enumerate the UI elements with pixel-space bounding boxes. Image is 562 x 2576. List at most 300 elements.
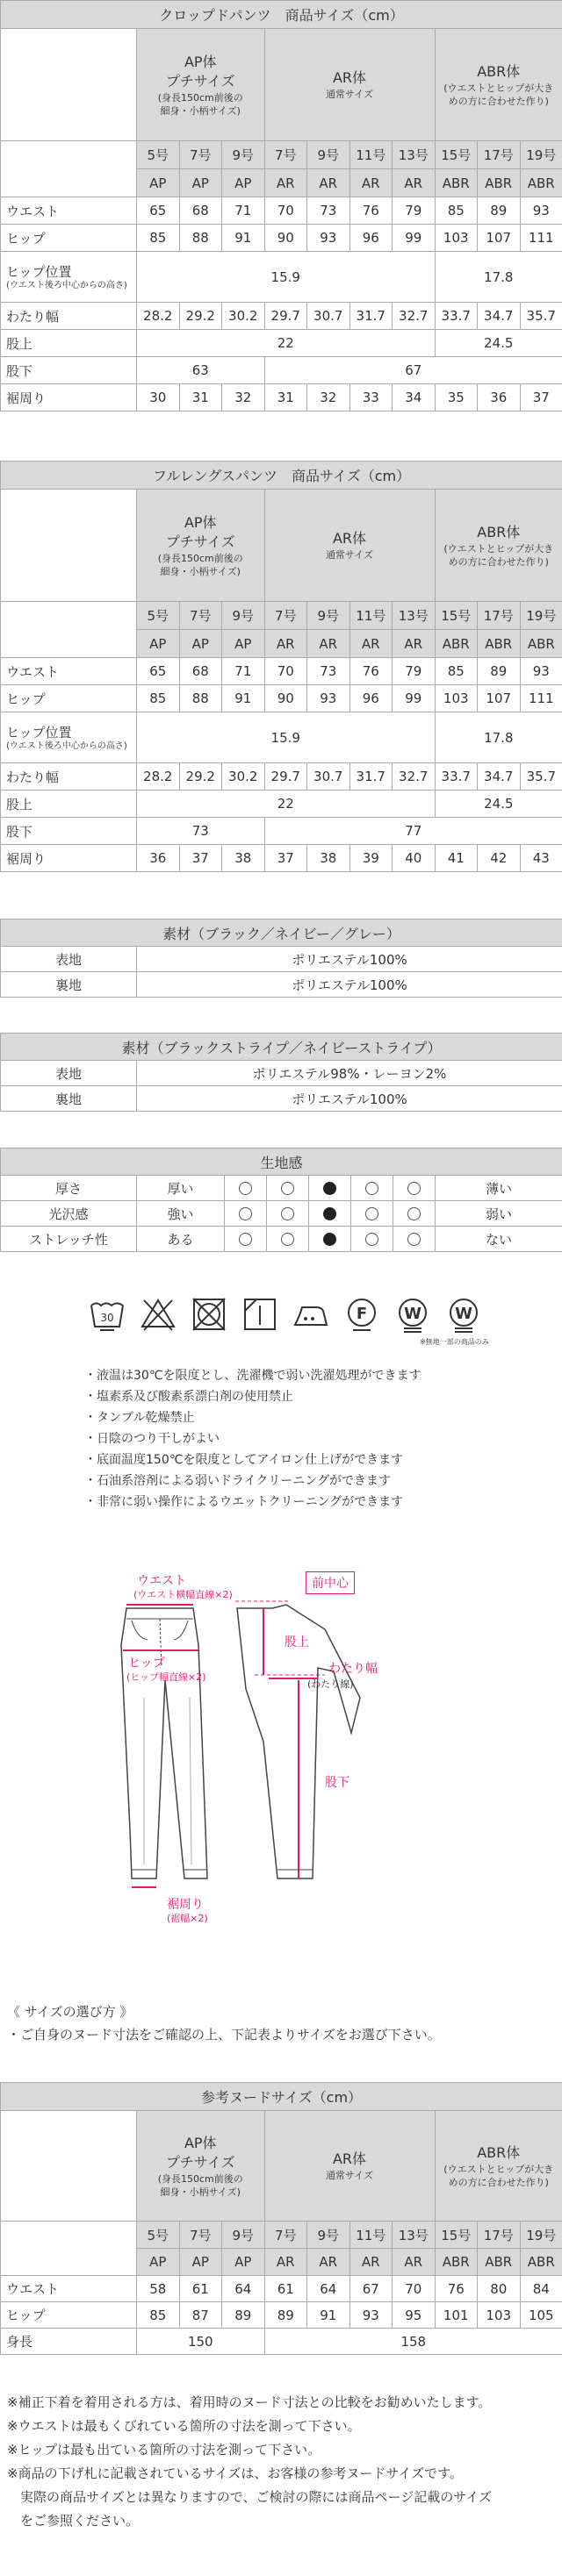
- size-num: 17号: [478, 141, 521, 169]
- nude-corner-cell: [1, 2111, 137, 2222]
- cell: 88: [179, 225, 222, 252]
- fabric-dot-cell: [267, 1201, 309, 1227]
- material-table-2: [0, 1033, 562, 1112]
- line-dry-shade-icon: [241, 1295, 279, 1334]
- label-waist: ウエスト: [137, 1574, 186, 1588]
- fabric-label: 光沢感: [1, 1201, 137, 1227]
- cell: 95: [393, 2302, 436, 2329]
- material-title-2: 素材（ブラックストライプ／ネイビーストライプ）: [1, 1034, 562, 1061]
- row-label: 裾周り: [1, 845, 137, 872]
- fabric-label: ストレッチ性: [1, 1227, 137, 1252]
- dry-clean-letter: F: [356, 1305, 368, 1323]
- row-label: ウエスト: [1, 658, 137, 685]
- cell: 31: [179, 384, 222, 411]
- cell: 79: [393, 658, 436, 685]
- full-size-section: [0, 461, 562, 872]
- scale-dot: [239, 1233, 252, 1246]
- row-label: ヒップ: [1, 2302, 137, 2329]
- cell: 65: [137, 197, 180, 225]
- material-value: ポリエステル100%: [137, 972, 562, 998]
- size-type: ABR: [435, 2249, 478, 2276]
- cell: 99: [393, 225, 436, 252]
- cell: 93: [520, 658, 562, 685]
- cell: 103: [435, 685, 478, 712]
- cell: 38: [307, 845, 350, 872]
- care-note: ・塩素系及び酸素系漂白剤の使用禁止: [84, 1390, 293, 1404]
- full-corner-cell: [1, 490, 137, 602]
- cell: 41: [435, 845, 478, 872]
- cell: 29.2: [179, 303, 222, 330]
- cell: 65: [137, 658, 180, 685]
- cell: 39: [349, 845, 393, 872]
- size-type: AR: [264, 169, 307, 197]
- full-size-num-row: [1, 602, 562, 630]
- scale-dot: [281, 1182, 294, 1195]
- cell: 71: [222, 658, 265, 685]
- cell: 32: [307, 384, 350, 411]
- size-num: 17号: [478, 602, 521, 630]
- label-inseam: 股下: [325, 1776, 349, 1790]
- material-label: 表地: [1, 947, 137, 972]
- cell: 67: [264, 357, 562, 384]
- cell: 76: [349, 658, 393, 685]
- cell: 15.9: [137, 252, 436, 303]
- row-label: 股上: [1, 330, 137, 357]
- wet-clean-letter: W: [455, 1305, 472, 1323]
- cell: 89: [222, 2302, 265, 2329]
- cell: 73: [307, 658, 350, 685]
- wet-clean-letter: W: [404, 1305, 422, 1323]
- wet-clean-gentle-icon: [444, 1295, 483, 1334]
- size-num: 15号: [435, 602, 478, 630]
- size-type: AP: [179, 630, 222, 658]
- fabric-dot-cell: [351, 1227, 393, 1252]
- size-num: 9号: [307, 141, 350, 169]
- crop-size-num-row: [1, 141, 562, 169]
- fabric-right: 弱い: [436, 1201, 562, 1227]
- cell: 30.2: [222, 763, 265, 791]
- size-type: AR: [264, 630, 307, 658]
- nude-size-table: [0, 2082, 562, 2355]
- label-center-front: 前中心: [306, 1571, 355, 1594]
- iron-icon: [292, 1295, 330, 1334]
- size-num: 11号: [349, 141, 393, 169]
- row-label: ヒップ: [1, 225, 137, 252]
- scale-dot: [365, 1182, 378, 1195]
- size-type: AP: [222, 2249, 265, 2276]
- nude-waist-row: [1, 2276, 562, 2302]
- size-guide-title: 《 サイズの選び方 》: [7, 2004, 133, 2020]
- cell: 87: [179, 2302, 222, 2329]
- row-label: ウエスト: [1, 2276, 137, 2302]
- size-type: AP: [137, 2249, 180, 2276]
- crop-waist-row: [1, 197, 562, 225]
- size-type: AP: [137, 630, 180, 658]
- size-type: AR: [393, 630, 436, 658]
- size-type: AR: [264, 2249, 307, 2276]
- full-group-ar: AR体 通常サイズ: [264, 490, 435, 602]
- pants-illustration: [114, 1566, 483, 1935]
- cell: 111: [520, 225, 562, 252]
- footnote: ※ヒップは最も出ている箇所の寸法を測って下さい。: [7, 2442, 321, 2458]
- size-num: 5号: [137, 2222, 180, 2249]
- size-num: 7号: [264, 141, 307, 169]
- cell: 28.2: [137, 763, 180, 791]
- scale-dot: [407, 1233, 421, 1246]
- cell: 29.7: [264, 763, 307, 791]
- cell: 158: [264, 2329, 562, 2355]
- row-label: ウエスト: [1, 197, 137, 225]
- full-group-ap: AP体 プチサイズ (身長150cm前後の 細身・小柄サイズ): [137, 490, 265, 602]
- fabric-dot-cell: [393, 1201, 436, 1227]
- cell: 107: [478, 225, 521, 252]
- size-num: 13号: [393, 2222, 436, 2249]
- row-label: わたり幅: [1, 763, 137, 791]
- cell: 64: [307, 2276, 350, 2302]
- size-type: AP: [179, 2249, 222, 2276]
- size-type: ABR: [478, 169, 521, 197]
- cell: 36: [478, 384, 521, 411]
- cell: 31.7: [349, 763, 393, 791]
- cell: 91: [222, 685, 265, 712]
- cell: 34.7: [478, 763, 521, 791]
- size-num: 7号: [179, 2222, 222, 2249]
- label-watari: わたり幅: [328, 1662, 378, 1676]
- no-bleach-icon: [139, 1295, 177, 1334]
- cell: 77: [264, 818, 562, 845]
- crop-size-section: [0, 0, 562, 411]
- cell: 34.7: [478, 303, 521, 330]
- cell: 91: [222, 225, 265, 252]
- cell: 70: [264, 197, 307, 225]
- nude-title: 参考ヌードサイズ（cm）: [1, 2083, 562, 2111]
- size-num: 13号: [393, 141, 436, 169]
- scale-dot: [239, 1207, 252, 1220]
- crop-group-ap: AP体 プチサイズ (身長150cm前後の 細身・小柄サイズ): [137, 29, 265, 141]
- size-type: AR: [349, 169, 393, 197]
- cell: 150: [137, 2329, 265, 2355]
- cell: 67: [349, 2276, 393, 2302]
- cell: 68: [179, 197, 222, 225]
- cell: 32.7: [393, 763, 436, 791]
- cell: 70: [264, 658, 307, 685]
- size-num: 19号: [520, 2222, 562, 2249]
- cell: 90: [264, 685, 307, 712]
- row-label: わたり幅: [1, 303, 137, 330]
- row-label: ヒップ位置 (ウエスト後ろ中心からの高さ): [1, 252, 137, 303]
- cell: 107: [478, 685, 521, 712]
- scale-dot: [323, 1182, 336, 1195]
- material-table-1: [0, 919, 562, 998]
- material-value: ポリエステル98%・レーヨン2%: [137, 1061, 562, 1086]
- cell: 38: [222, 845, 265, 872]
- fabric-right: 薄い: [436, 1176, 562, 1201]
- cell: 43: [520, 845, 562, 872]
- row-label: ヒップ: [1, 685, 137, 712]
- cell: 93: [520, 197, 562, 225]
- cell: 34: [393, 384, 436, 411]
- cell: 58: [137, 2276, 180, 2302]
- cell: 89: [478, 197, 521, 225]
- fabric-dot-cell: [267, 1227, 309, 1252]
- material-title-1: 素材（ブラック／ネイビー／グレー）: [1, 919, 562, 947]
- cell: 61: [264, 2276, 307, 2302]
- care-note: ・日陰のつり干しがよい: [84, 1432, 220, 1446]
- nude-height-row: [1, 2329, 562, 2355]
- row-label: 股下: [1, 818, 137, 845]
- cell: 33.7: [435, 303, 478, 330]
- material-value: ポリエステル100%: [137, 1086, 562, 1112]
- crop-hip-pos-row: [1, 252, 562, 303]
- size-type: AR: [393, 169, 436, 197]
- label-hip-sub: (ヒップ幅直線×2): [126, 1671, 206, 1683]
- scale-dot: [281, 1233, 294, 1246]
- row-label: 身長: [1, 2329, 137, 2355]
- fabric-title: 生地感: [1, 1148, 562, 1176]
- material-label: 表地: [1, 1061, 137, 1086]
- fabric-row-stretch: [1, 1227, 562, 1252]
- row-label: 股下: [1, 357, 137, 384]
- scale-dot: [281, 1207, 294, 1220]
- cell: 91: [307, 2302, 350, 2329]
- full-waist-row: [1, 658, 562, 685]
- size-type: ABR: [478, 630, 521, 658]
- size-type: AP: [137, 169, 180, 197]
- cell: 30.7: [307, 303, 350, 330]
- footnote: ※ウエストは最もくびれている箇所の寸法を測って下さい。: [7, 2418, 361, 2434]
- care-note: ・非常に弱い操作によるウエットクリーニングができます: [84, 1495, 404, 1509]
- cell: 85: [137, 2302, 180, 2329]
- size-num: 15号: [435, 141, 478, 169]
- nude-size-num-row: [1, 2222, 562, 2249]
- fabric-right: ない: [436, 1227, 562, 1252]
- cell: 89: [264, 2302, 307, 2329]
- fabric-row-thickness: [1, 1176, 562, 1201]
- cell: 37: [179, 845, 222, 872]
- fabric-dot-cell: [225, 1176, 267, 1201]
- scale-dot: [407, 1182, 421, 1195]
- crop-group-ar: AR体 通常サイズ: [264, 29, 435, 141]
- size-type: AR: [307, 169, 350, 197]
- cell: 76: [349, 197, 393, 225]
- full-corner-cell-2: [1, 602, 137, 658]
- size-type: ABR: [478, 2249, 521, 2276]
- cell: 17.8: [435, 252, 562, 303]
- row-label: 裾周り: [1, 384, 137, 411]
- nude-corner-cell-2: [1, 2222, 137, 2276]
- dry-clean-f-icon: [342, 1295, 381, 1334]
- crop-corner-cell: [1, 29, 137, 141]
- scale-dot: [239, 1182, 252, 1195]
- cell: 61: [179, 2276, 222, 2302]
- size-num: 7号: [264, 602, 307, 630]
- cell: 76: [435, 2276, 478, 2302]
- full-size-table: [0, 461, 562, 872]
- cell: 79: [393, 197, 436, 225]
- cell: 68: [179, 658, 222, 685]
- size-num: 7号: [179, 141, 222, 169]
- size-num: 9号: [307, 602, 350, 630]
- cell: 36: [137, 845, 180, 872]
- crop-title: クロップドパンツ 商品サイズ（cm）: [1, 1, 562, 29]
- nude-group-ar: AR体 通常サイズ: [264, 2111, 435, 2222]
- care-note: ・液温は30℃を限度とし、洗濯機で弱い洗濯処理ができます: [84, 1369, 422, 1383]
- material-section-1: [0, 919, 562, 998]
- fabric-dot-cell: [309, 1176, 351, 1201]
- size-num: 19号: [520, 602, 562, 630]
- size-num: 11号: [349, 602, 393, 630]
- size-num: 5号: [137, 602, 180, 630]
- cell: 93: [349, 2302, 393, 2329]
- nude-hip-row: [1, 2302, 562, 2329]
- full-watari-row: [1, 763, 562, 791]
- fabric-dot-cell: [309, 1201, 351, 1227]
- cell: 103: [478, 2302, 521, 2329]
- cell: 105: [520, 2302, 562, 2329]
- fabric-table: [0, 1148, 562, 1252]
- cell: 35.7: [520, 303, 562, 330]
- cell: 22: [137, 330, 436, 357]
- scale-dot: [407, 1207, 421, 1220]
- cell: 93: [307, 225, 350, 252]
- cell: 88: [179, 685, 222, 712]
- cell: 24.5: [435, 791, 562, 818]
- care-note: ・石油系溶剤による弱いドライクリーニングができます: [84, 1474, 392, 1488]
- cell: 28.2: [137, 303, 180, 330]
- row-label: ヒップ位置 (ウエスト後ろ中心からの高さ): [1, 712, 137, 763]
- care-icon-note: ※無地一部の商品のみ: [420, 1338, 489, 1346]
- cell: 24.5: [435, 330, 562, 357]
- cell: 37: [264, 845, 307, 872]
- nude-group-ap: AP体 プチサイズ (身長150cm前後の 細身・小柄サイズ): [137, 2111, 265, 2222]
- nude-size-section: [0, 2082, 562, 2355]
- wash-30-icon: [88, 1295, 126, 1334]
- size-type: ABR: [520, 169, 562, 197]
- full-hem-row: [1, 845, 562, 872]
- label-hem-sub: (裾幅×2): [167, 1913, 208, 1924]
- size-num: 17号: [478, 2222, 521, 2249]
- size-guide-text: ・ご自身のヌード寸法をご確認の上、下記表よりサイズをお選び下さい。: [7, 2027, 441, 2043]
- cell: 22: [137, 791, 436, 818]
- care-icons: [88, 1295, 492, 1348]
- crop-size-table: [0, 0, 562, 411]
- fabric-dot-cell: [393, 1176, 436, 1201]
- cell: 73: [307, 197, 350, 225]
- size-num: 7号: [179, 602, 222, 630]
- scale-dot: [365, 1233, 378, 1246]
- size-type: ABR: [520, 630, 562, 658]
- cell: 29.7: [264, 303, 307, 330]
- material-label: 裏地: [1, 972, 137, 998]
- cell: 85: [435, 658, 478, 685]
- size-num: 11号: [349, 2222, 393, 2249]
- cell: 29.2: [179, 763, 222, 791]
- cell: 37: [520, 384, 562, 411]
- cell: 111: [520, 685, 562, 712]
- full-title: フルレングスパンツ 商品サイズ（cm）: [1, 462, 562, 490]
- size-type: AR: [349, 630, 393, 658]
- cell: 85: [137, 685, 180, 712]
- cell: 32.7: [393, 303, 436, 330]
- full-hip-row: [1, 685, 562, 712]
- crop-inseam-row: [1, 357, 562, 384]
- size-num: 19号: [520, 141, 562, 169]
- size-num: 7号: [264, 2222, 307, 2249]
- fabric-left: 強い: [137, 1201, 225, 1227]
- cell: 85: [435, 197, 478, 225]
- cell: 64: [222, 2276, 265, 2302]
- size-type: AR: [307, 630, 350, 658]
- size-type: AR: [349, 2249, 393, 2276]
- full-rise-row: [1, 791, 562, 818]
- cell: 85: [137, 225, 180, 252]
- footnotes: [7, 2391, 551, 2533]
- full-inseam-row: [1, 818, 562, 845]
- cell: 42: [478, 845, 521, 872]
- cell: 89: [478, 658, 521, 685]
- cell: 40: [393, 845, 436, 872]
- fabric-dot-cell: [351, 1201, 393, 1227]
- material-value: ポリエステル100%: [137, 947, 562, 972]
- footnote: 実際の商品サイズとは異なりますので、ご検討の際には商品ページ記載のサイズ: [7, 2489, 493, 2505]
- crop-hip-row: [1, 225, 562, 252]
- footnote: ※商品の下げ札に記載されているサイズは、お客様の参考ヌードサイズです。: [7, 2465, 463, 2481]
- cell: 93: [307, 685, 350, 712]
- label-hem: 裾周り: [167, 1898, 204, 1912]
- fabric-row-gloss: [1, 1201, 562, 1227]
- cell: 73: [137, 818, 265, 845]
- label-hip: ヒップ: [128, 1657, 165, 1671]
- size-num: 15号: [435, 2222, 478, 2249]
- cell: 31.7: [349, 303, 393, 330]
- crop-hem-row: [1, 384, 562, 411]
- wet-clean-icon: [393, 1295, 432, 1334]
- cell: 96: [349, 685, 393, 712]
- scale-dot: [365, 1207, 378, 1220]
- no-tumble-dry-icon: [190, 1295, 228, 1334]
- crop-rise-row: [1, 330, 562, 357]
- fabric-left: ある: [137, 1227, 225, 1252]
- size-type: AR: [393, 2249, 436, 2276]
- crop-group-abr: ABR体 (ウエストとヒップが大き めの方に合わせた作り): [435, 29, 562, 141]
- scale-dot: [323, 1233, 336, 1246]
- size-num: 9号: [222, 602, 265, 630]
- size-type: AP: [222, 630, 265, 658]
- nude-group-abr: ABR体 (ウエストとヒップが大き めの方に合わせた作り): [435, 2111, 562, 2222]
- care-note: ・底面温度150℃を限度としてアイロン仕上げができます: [84, 1453, 404, 1467]
- cell: 99: [393, 685, 436, 712]
- fabric-dot-cell: [393, 1227, 436, 1252]
- size-num: 9号: [222, 2222, 265, 2249]
- cell: 96: [349, 225, 393, 252]
- cell: 32: [222, 384, 265, 411]
- cell: 103: [435, 225, 478, 252]
- size-type: AP: [179, 169, 222, 197]
- fabric-left: 厚い: [137, 1176, 225, 1201]
- material-section-2: [0, 1033, 562, 1112]
- label-watari-sub: (わたり線): [307, 1678, 354, 1690]
- cell: 35.7: [520, 763, 562, 791]
- cell: 15.9: [137, 712, 436, 763]
- cell: 101: [435, 2302, 478, 2329]
- material-label: 裏地: [1, 1086, 137, 1112]
- cell: 30.2: [222, 303, 265, 330]
- fabric-label: 厚さ: [1, 1176, 137, 1201]
- full-group-abr: ABR体 (ウエストとヒップが大き めの方に合わせた作り): [435, 490, 562, 602]
- size-num: 9号: [307, 2222, 350, 2249]
- size-type: ABR: [435, 630, 478, 658]
- cell: 35: [435, 384, 478, 411]
